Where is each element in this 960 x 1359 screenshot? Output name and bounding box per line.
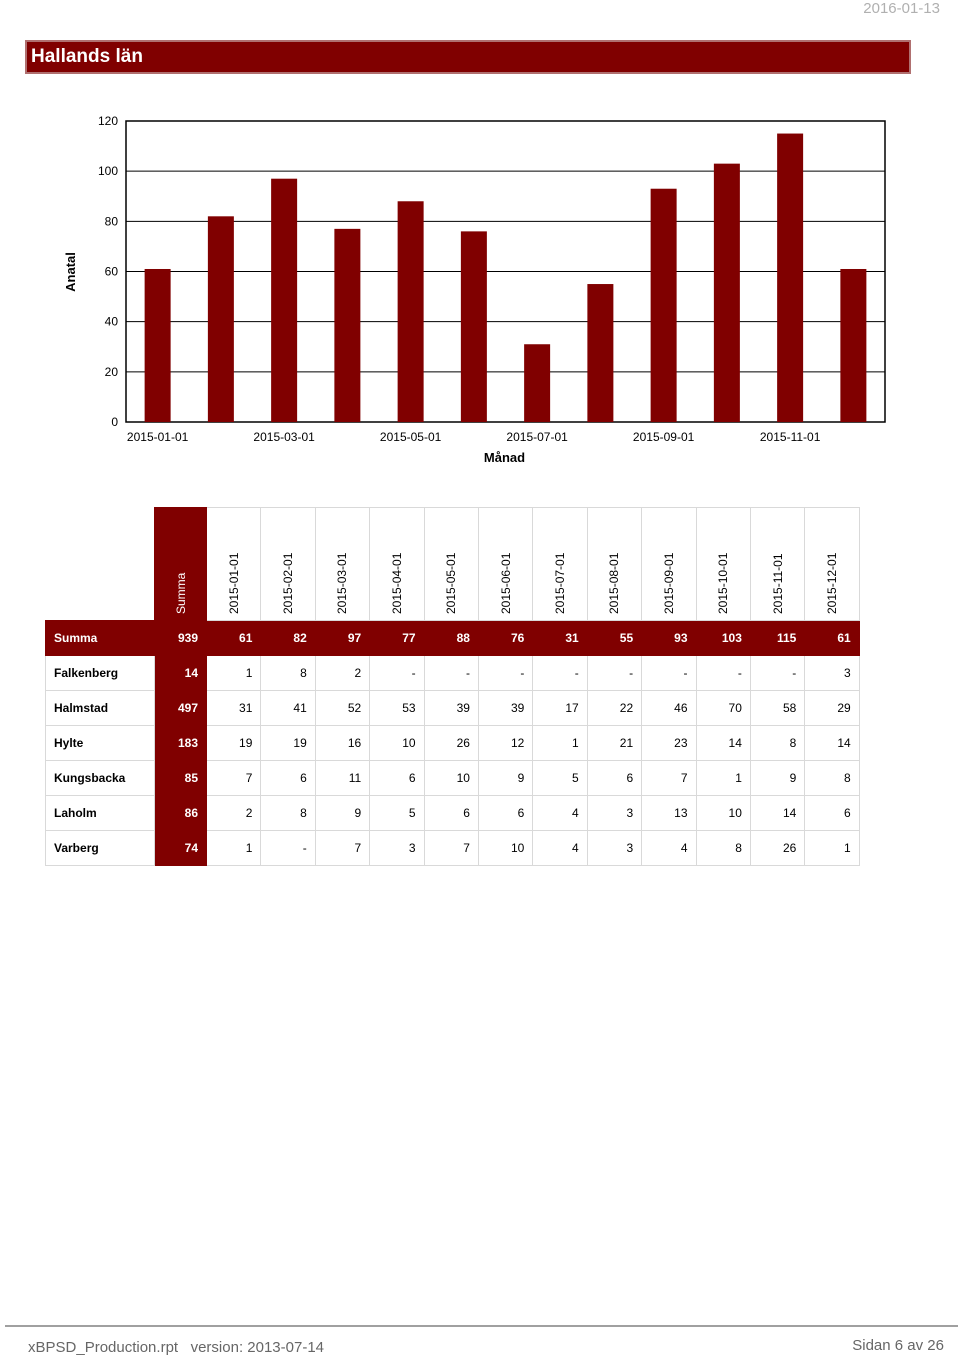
table-cell: 1: [207, 831, 261, 866]
table-cell: 55: [587, 621, 641, 656]
table-cell: 52: [315, 691, 369, 726]
footer-report-name: xBPSD_Production.rpt: [28, 1339, 179, 1356]
table-cell: 10: [424, 761, 478, 796]
row-total: 85: [155, 761, 207, 796]
bar-2015-07-01: [524, 344, 550, 422]
table-cell: 1: [533, 726, 587, 761]
table-cell: 1: [696, 761, 750, 796]
table-cell: 1: [805, 831, 859, 866]
table-cell: 29: [805, 691, 859, 726]
table-cell: 8: [750, 726, 804, 761]
column-header: [642, 508, 696, 621]
table-cell: 4: [533, 831, 587, 866]
x-tick-label: 2015-07-01: [506, 430, 568, 444]
y-tick-label: 60: [104, 264, 118, 279]
x-tick-label: 2015-11-01: [759, 430, 821, 444]
table-cell: 88: [424, 621, 478, 656]
table-cell: 53: [370, 691, 424, 726]
table-header-row: [46, 508, 860, 621]
table-cell: -: [478, 656, 532, 691]
table-cell: 103: [696, 621, 750, 656]
table-cell: 7: [424, 831, 478, 866]
table-cell: 9: [315, 796, 369, 831]
table-cell: 17: [533, 691, 587, 726]
header-blank-cell: [46, 508, 155, 621]
column-header-label: 2015-09-01: [661, 552, 676, 614]
table-cell: 6: [261, 761, 315, 796]
table-cell: 93: [642, 621, 696, 656]
table-cell: 10: [478, 831, 532, 866]
summary-row: [46, 621, 860, 656]
column-header: [805, 508, 859, 621]
header-summa-cell: [155, 508, 207, 621]
bar-2015-06-01: [461, 231, 487, 422]
table-cell: 6: [370, 761, 424, 796]
bar-chart: [0, 0, 960, 480]
bar-2015-08-01: [587, 284, 613, 422]
table-cell: 19: [261, 726, 315, 761]
column-header-label: 2015-03-01: [335, 552, 350, 614]
table-cell: 41: [261, 691, 315, 726]
table-cell: 115: [750, 621, 804, 656]
column-header: [207, 508, 261, 621]
x-tick-label: 2015-05-01: [379, 430, 442, 444]
y-axis-label: Anatal: [63, 252, 78, 292]
column-header-label: 2015-04-01: [389, 552, 404, 614]
table-cell: 3: [370, 831, 424, 866]
table-cell: -: [587, 656, 641, 691]
table-cell: 1: [207, 656, 261, 691]
column-header-label: 2015-02-01: [281, 552, 296, 614]
column-header-label: 2015-05-01: [444, 552, 459, 614]
table-cell: 6: [478, 796, 532, 831]
y-tick-label: 40: [104, 314, 118, 329]
table-cell: 3: [805, 656, 859, 691]
table-cell: 39: [478, 691, 532, 726]
table-cell: 8: [261, 656, 315, 691]
bar-2015-04-01: [334, 229, 360, 422]
table-cell: 19: [207, 726, 261, 761]
table-cell: 7: [207, 761, 261, 796]
table-row: [46, 831, 860, 866]
column-header-label: 2015-08-01: [607, 552, 622, 614]
table-cell: 6: [587, 761, 641, 796]
table-cell: 22: [587, 691, 641, 726]
bar-2015-03-01: [271, 179, 297, 422]
table-cell: 8: [805, 761, 859, 796]
table-cell: -: [696, 656, 750, 691]
table-cell: 9: [750, 761, 804, 796]
table-cell: 3: [587, 831, 641, 866]
table-row: [46, 656, 860, 691]
table-cell: -: [261, 831, 315, 866]
table-cell: 10: [696, 796, 750, 831]
column-header: [587, 508, 641, 621]
column-header: [261, 508, 315, 621]
table-cell: 13: [642, 796, 696, 831]
table-cell: 14: [696, 726, 750, 761]
column-header-label: 2015-06-01: [498, 552, 513, 614]
bar-2015-12-01: [840, 269, 866, 422]
column-header: [533, 508, 587, 621]
column-header-label: 2015-10-01: [716, 552, 731, 614]
table-cell: 14: [750, 796, 804, 831]
page-title: Hallands län: [31, 46, 143, 67]
row-total: 74: [155, 831, 207, 866]
table-cell: 3: [587, 796, 641, 831]
row-label: Hylte: [46, 726, 155, 761]
table-row: [46, 691, 860, 726]
table-cell: 76: [478, 621, 532, 656]
y-tick-label: 0: [111, 415, 118, 429]
row-total: 86: [155, 796, 207, 831]
x-tick-label: 2015-03-01: [253, 430, 315, 444]
row-label: Summa: [46, 621, 155, 656]
table-cell: 70: [696, 691, 750, 726]
table-cell: 4: [642, 831, 696, 866]
table-cell: 9: [478, 761, 532, 796]
table-cell: 39: [424, 691, 478, 726]
column-header-label: 2015-12-01: [824, 552, 839, 614]
table-cell: 2: [315, 656, 369, 691]
bar-2015-02-01: [208, 216, 234, 422]
footer-divider: [5, 1325, 958, 1327]
table-cell: 6: [424, 796, 478, 831]
print-date: 2016-01-13: [863, 0, 940, 17]
column-header: [424, 508, 478, 621]
footer-page-number: Sidan 6 av 26: [852, 1337, 944, 1354]
table-cell: 77: [370, 621, 424, 656]
table-row: [46, 796, 860, 831]
table-cell: -: [642, 656, 696, 691]
table-cell: 82: [261, 621, 315, 656]
table-cell: 5: [370, 796, 424, 831]
column-header: [370, 508, 424, 621]
table-cell: 58: [750, 691, 804, 726]
table-cell: -: [370, 656, 424, 691]
x-axis-label: Månad: [483, 450, 526, 465]
table-cell: 21: [587, 726, 641, 761]
bar-2015-05-01: [398, 201, 424, 422]
x-tick-label: 2015-01-01: [126, 430, 189, 444]
table-cell: 7: [642, 761, 696, 796]
table-cell: 61: [207, 621, 261, 656]
table-cell: 2: [207, 796, 261, 831]
table-row: [46, 726, 860, 761]
table-cell: 14: [805, 726, 859, 761]
header-summa-label: Summa: [173, 572, 188, 614]
row-total: 497: [155, 691, 207, 726]
table-cell: 61: [805, 621, 859, 656]
table-cell: 12: [478, 726, 532, 761]
table-cell: 4: [533, 796, 587, 831]
table-cell: -: [750, 656, 804, 691]
table-cell: -: [424, 656, 478, 691]
table-cell: 11: [315, 761, 369, 796]
row-label: Laholm: [46, 796, 155, 831]
footer-report: [28, 1339, 324, 1356]
row-label: Halmstad: [46, 691, 155, 726]
y-tick-label: 120: [97, 114, 118, 128]
table-cell: 6: [805, 796, 859, 831]
column-header-label: 2015-01-01: [226, 552, 241, 614]
table-cell: 46: [642, 691, 696, 726]
table-cell: 31: [207, 691, 261, 726]
table-cell: 10: [370, 726, 424, 761]
row-total: 183: [155, 726, 207, 761]
table-cell: 31: [533, 621, 587, 656]
table-cell: 16: [315, 726, 369, 761]
data-table: [45, 507, 860, 866]
bar-2015-11-01: [777, 134, 803, 422]
row-label: Varberg: [46, 831, 155, 866]
column-header: [750, 508, 804, 621]
table-cell: 26: [750, 831, 804, 866]
column-header-label: 2015-07-01: [553, 552, 568, 614]
y-tick-label: 80: [104, 214, 118, 229]
table-cell: 23: [642, 726, 696, 761]
row-label: Kungsbacka: [46, 761, 155, 796]
table-cell: 8: [261, 796, 315, 831]
row-total: 939: [155, 621, 207, 656]
y-tick-label: 20: [104, 364, 118, 379]
column-header-label: 2015-11-01: [770, 553, 785, 614]
row-total: 14: [155, 656, 207, 691]
bar-2015-10-01: [714, 164, 740, 422]
row-label: Falkenberg: [46, 656, 155, 691]
column-header: [315, 508, 369, 621]
table-cell: 97: [315, 621, 369, 656]
column-header: [478, 508, 532, 621]
table-row: [46, 761, 860, 796]
table-cell: 8: [696, 831, 750, 866]
table-cell: -: [533, 656, 587, 691]
table-cell: 7: [315, 831, 369, 866]
table-cell: 5: [533, 761, 587, 796]
x-tick-label: 2015-09-01: [632, 430, 695, 444]
footer-version: version: 2013-07-14: [190, 1339, 325, 1356]
bar-2015-09-01: [651, 189, 677, 422]
column-header: [696, 508, 750, 621]
bar-2015-01-01: [145, 269, 171, 422]
table-cell: 26: [424, 726, 478, 761]
y-tick-label: 100: [97, 164, 118, 179]
